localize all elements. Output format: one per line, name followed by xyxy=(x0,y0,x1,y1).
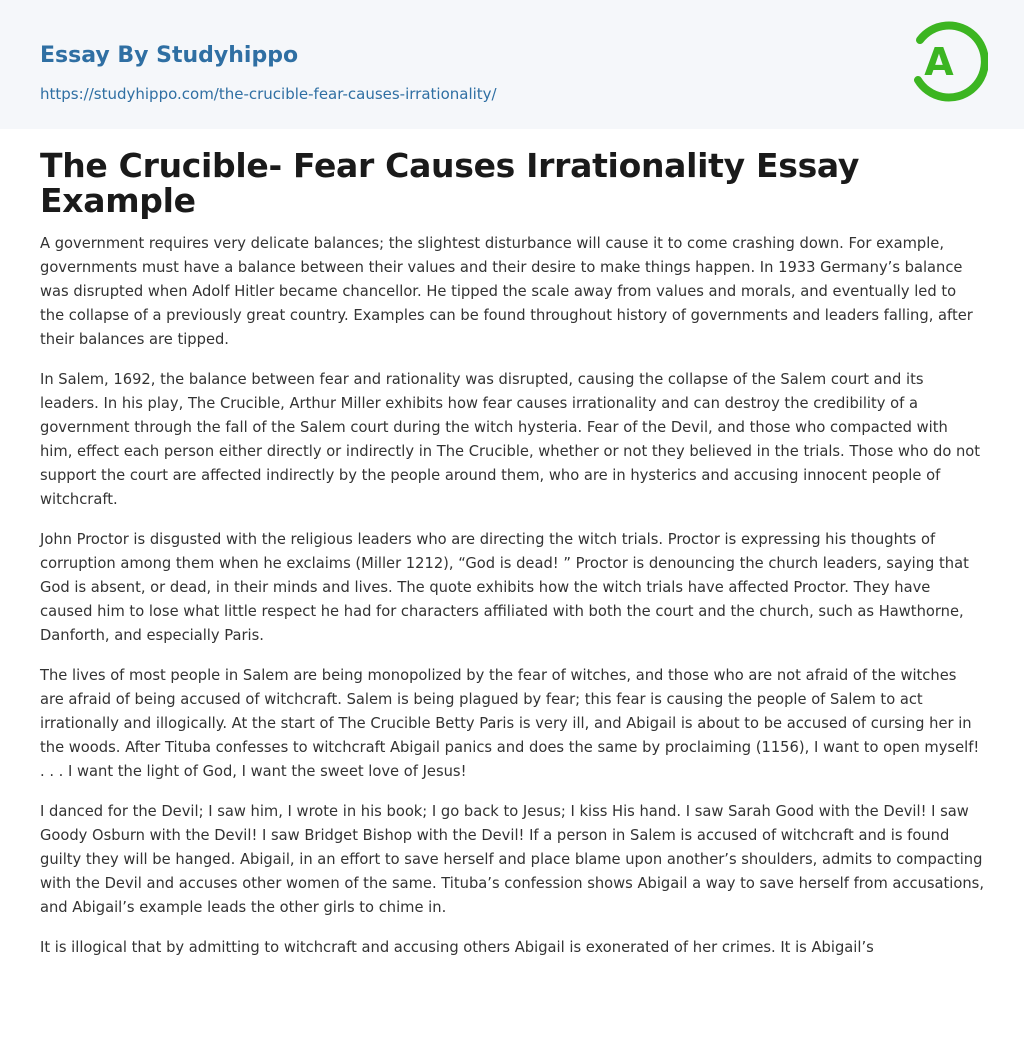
article-title: The Crucible- Fear Causes Irrationality Essay Example xyxy=(40,146,860,220)
article-paragraph-1: A government requires very delicate balances; the slightest disturbance will cause it to come crashing down. For example, governments must have a balance between their values and their desire to make things happen. In 1933 Germany’s balance was disrupted when Adolf Hitler became chancellor. He tipped the scale away from values and morals, and eventually led to the collapse of a previously great country. Examples can be found throughout history of governments and leaders falling, after their balances are tipped. xyxy=(40,235,973,348)
article-paragraph-5: I danced for the Devil; I saw him, I wrote in his book; I go back to Jesus; I kiss His hand. I saw Sarah Good with the Devil! I saw Goody Osburn with the Devil! I saw Bridget Bishop with the Devil! If a person in Salem is accused of witchcraft and is found guilty they will be hanged. Abigail, in an effort to save herself and place blame upon another’s shoulders, admits to compacting with the Devil and accuses other women of the same. Tituba’s confession shows Abigail a way to save herself from accusations, and Abigail’s example leads the other girls to chime in. xyxy=(40,803,984,916)
site-brand[interactable]: Essay By Studyhippo xyxy=(40,43,299,68)
article-content xyxy=(40,148,984,960)
logo-letter: A xyxy=(924,40,954,84)
article-paragraph-6: It is illogical that by admitting to witchcraft and accusing others Abigail is exonerated of her crimes. It is Abigail’s xyxy=(40,939,874,956)
article-paragraph-3: John Proctor is disgusted with the religious leaders who are directing the witch trials. Proctor is expressing his thoughts of corruption among them when he exclaims (Miller 1212), “God is dead! ” Proctor is denouncing the church leaders, saying that God is absent, or dead, in their minds and lives. The quote exhibits how the witch trials have affected Proctor. They have caused him to lose what little respect he had for characters affiliated with both the court and the church, such as Hawthorne, Danforth, and especially Paris. xyxy=(40,531,969,644)
article-paragraph-2: In Salem, 1692, the balance between fear and rationality was disrupted, causing the collapse of the Salem court and its leaders. In his play, The Crucible, Arthur Miller exhibits how fear causes irrationality and can destroy the credibility of a government through the fall of the Salem court during the witch hysteria. Fear of the Devil, and those who compacted with him, effect each person either directly or indirectly in The Crucible, whether or not they believed in the trials. Those who do not support the court are affected indirectly by the people around them, who are in hysterics and accusing innocent people of witchcraft. xyxy=(40,371,981,508)
article-paragraph-4: The lives of most people in Salem are being monopolized by the fear of witches, and those who are not afraid of the witches are afraid of being accused of witchcraft. Salem is being plagued by fear; this fear is causing the people of Salem to act irrationally and illogically. At the start of The Crucible Betty Paris is very ill, and Abigail is about to be accused of cursing her in the woods. After Tituba confesses to witchcraft Abigail panics and does the same by proclaiming (1156), I want to open myself! . . . I want the light of God, I want the sweet love of Jesus! xyxy=(40,667,980,780)
site-header xyxy=(0,0,1024,129)
article-url-link[interactable]: https://studyhippo.com/the-crucible-fear-causes-irrationality/ xyxy=(40,85,497,103)
studyhippo-logo-icon[interactable] xyxy=(908,18,988,106)
